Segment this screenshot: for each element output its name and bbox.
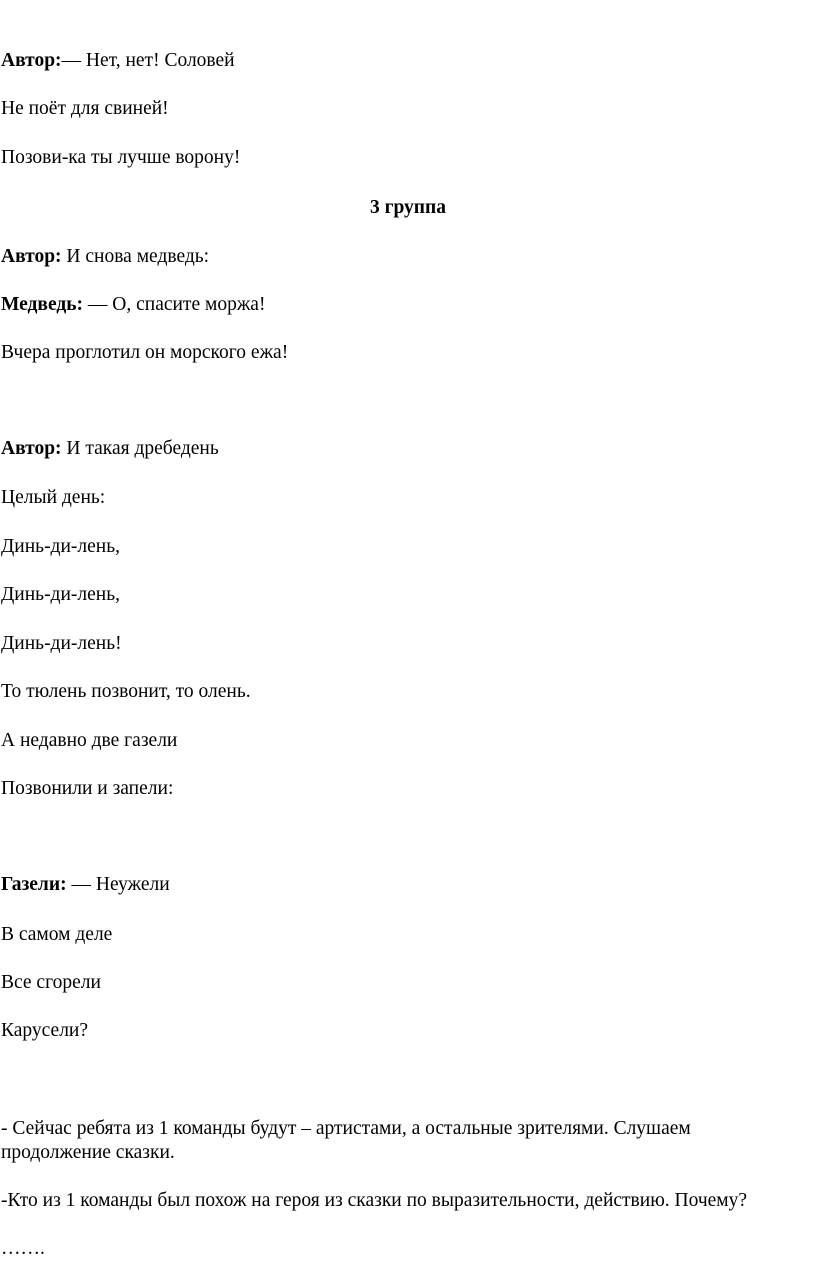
group-heading [0,196,816,220]
speech-text: И снова медведь: [66,246,210,267]
poem-line: Динь-ди-лень, [1,584,120,605]
speech-text: — О, спасите моржа! [87,294,266,315]
author-line [1,245,209,269]
speaker-label: Автор: [1,246,62,267]
speaker-label: Автор: [1,50,62,71]
bear-line [1,293,265,317]
speaker-label: Газели: [1,874,67,895]
speaker-label: Автор: [1,438,62,459]
author-line [1,437,219,461]
teacher-paragraph: -Кто из 1 команды был похож на героя из сказки по выразительности, действию. Почему? [1,1190,748,1211]
poem-line: Не поёт для свиней! [1,98,169,119]
poem-line: То тюлень позвонит, то олень. [1,681,251,702]
poem-line: Вчера проглотил он морского ежа! [1,342,289,363]
teacher-paragraph: - Сейчас ребята из 1 команды будут – артистами, а остальные зрителями. Слушаем продолжение сказки. [1,1118,691,1163]
ellipsis-text: ……. [1,1238,45,1259]
speech-text: — Нет, нет! Соловей [61,50,235,71]
poem-line: Динь-ди-лень! [1,633,122,654]
poem-line: Карусели? [1,1020,89,1041]
author-line [1,49,235,73]
poem-line: А недавно две газели [1,730,178,751]
poem-line: Позови-ка ты лучше ворону! [1,147,241,168]
poem-line: В самом деле [1,924,113,945]
gazelles-line [1,873,170,897]
speech-text: — Неужели [71,874,170,895]
poem-line: Все сгорели [1,972,101,993]
poem-line: Динь-ди-лень, [1,536,120,557]
speaker-label: Медведь: [1,294,84,315]
poem-line: Позвонили и запели: [1,778,174,799]
poem-line: Целый день: [1,487,106,508]
speech-text: И такая дребедень [66,438,219,459]
group-heading-text: 3 группа [369,197,447,218]
